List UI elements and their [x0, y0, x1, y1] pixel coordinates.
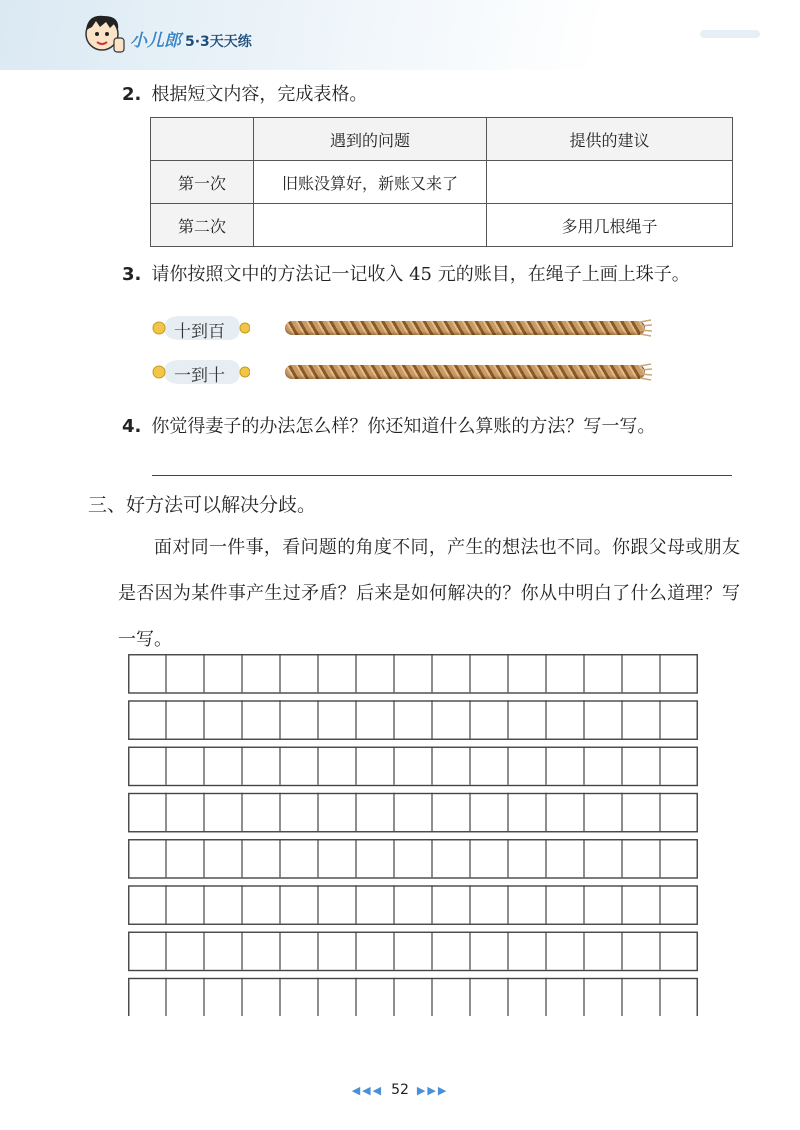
table-header-cell: 提供的建议: [487, 118, 733, 161]
grid-row-border: [129, 794, 698, 832]
question-text: 请你按照文中的方法记一记收入 45 元的账目，在绳子上画上珠子。: [151, 264, 690, 285]
question-number: 4.: [122, 416, 142, 437]
grid-row-border: [129, 655, 698, 693]
rope-label: 十到百: [174, 322, 225, 342]
grid-row-border: [129, 979, 698, 1017]
table-header-row: [151, 118, 733, 161]
rope-end-icon: [640, 363, 652, 381]
table-row: [151, 161, 733, 204]
table-row-label: 第二次: [151, 204, 254, 247]
writing-grid[interactable]: [128, 654, 698, 1016]
header-decoration: [700, 30, 760, 38]
question-number: 3.: [122, 264, 142, 285]
question-3: [122, 260, 690, 286]
question-text: 你觉得妻子的办法怎么样？你还知道什么算账的方法？写一写。: [151, 416, 656, 437]
grid-row[interactable]: [129, 932, 698, 971]
next-arrows-icon: ▶▶▶: [416, 1084, 449, 1097]
table-header-cell: [151, 118, 254, 161]
grid-row-border: [129, 840, 698, 878]
grid-row-border: [129, 747, 698, 785]
mascot-icon: [78, 12, 130, 60]
rope-tens[interactable]: [285, 365, 645, 379]
rope-label: 一到十: [174, 366, 225, 386]
answer-table: [150, 117, 733, 247]
rope-row-tens: [150, 355, 660, 391]
grid-row[interactable]: [129, 839, 698, 878]
rope-end-icon: [640, 319, 652, 337]
grid-row-border: [129, 701, 698, 739]
brand-name: 小儿郎: [130, 31, 181, 51]
page-footer: [0, 1082, 800, 1098]
table-cell-blank[interactable]: [487, 161, 733, 204]
grid-row[interactable]: [129, 700, 698, 739]
table-cell: 多用几根绳子: [487, 204, 733, 247]
page-number: 52: [391, 1082, 409, 1098]
rope-row-hundreds: [150, 311, 660, 347]
grid-row[interactable]: [129, 747, 698, 786]
table-header-cell: 遇到的问题: [254, 118, 487, 161]
brand-series: 5·3天天练: [185, 34, 252, 50]
grid-row[interactable]: [129, 978, 698, 1016]
answer-line[interactable]: [152, 475, 732, 476]
prev-arrows-icon: ◀◀◀: [351, 1084, 384, 1097]
grid-row-border: [129, 932, 698, 970]
section-title: 三、好方法可以解决分歧。: [88, 494, 317, 516]
grid-row[interactable]: [129, 885, 698, 924]
grid-row[interactable]: [129, 793, 698, 832]
table-cell: 旧账没算好，新账又来了: [254, 161, 487, 204]
question-number: 2.: [122, 84, 142, 105]
grid-row-border: [129, 886, 698, 924]
table-cell-blank[interactable]: [254, 204, 487, 247]
table-row-label: 第一次: [151, 161, 254, 204]
brand-title: [130, 26, 252, 51]
section-paragraph: 面对同一件事，看问题的角度不同，产生的想法也不同。你跟父母或朋友是否因为某件事产生过矛盾？后来是如何解决的？你从中明白了什么道理？写一写。: [118, 537, 740, 650]
grid-row[interactable]: [129, 654, 698, 693]
question-text: 根据短文内容，完成表格。: [151, 84, 368, 105]
table-row: [151, 204, 733, 247]
question-2: [122, 80, 367, 106]
question-4: [122, 412, 655, 438]
rope-hundreds[interactable]: [285, 321, 645, 335]
